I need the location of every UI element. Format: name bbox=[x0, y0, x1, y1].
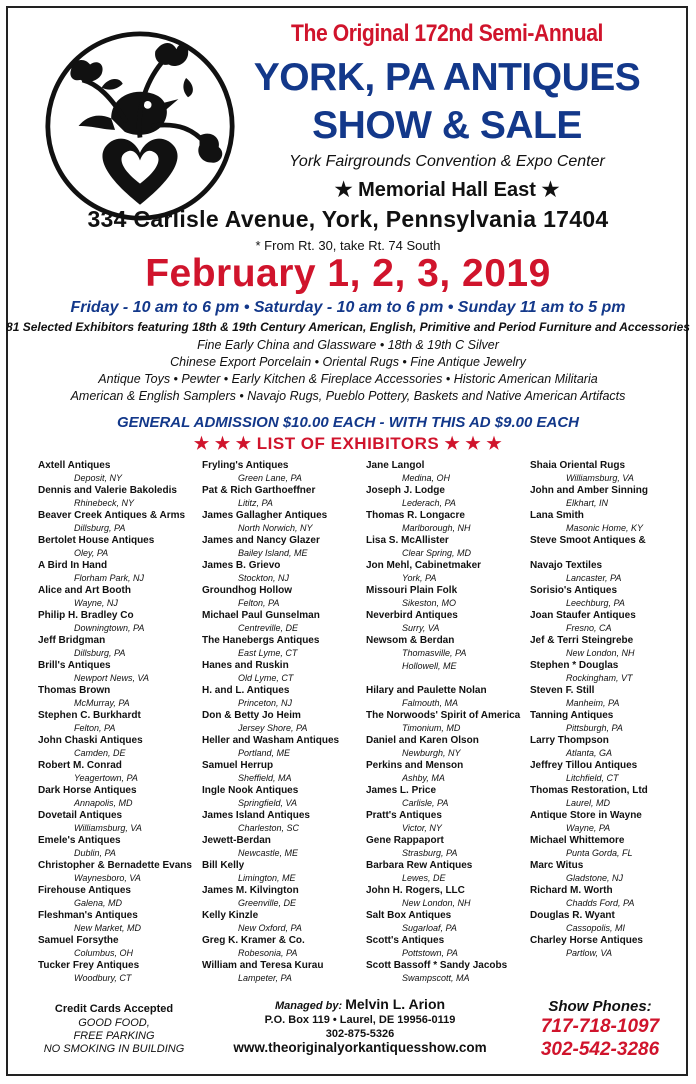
exhibitor-name: James and Nancy Glazer bbox=[202, 535, 320, 546]
exhibitor-item bbox=[530, 460, 696, 485]
exhibitor-name: Hanes and Ruskin bbox=[202, 660, 289, 671]
exhibitor-name: Lana Smith bbox=[530, 510, 584, 521]
exhibitor-name: James B. Grievo bbox=[202, 560, 281, 571]
exhibitor-location: New London, NH bbox=[566, 648, 635, 658]
exhibitor-location: Laurel, MD bbox=[566, 798, 611, 808]
description-line1: 81 Selected Exhibitors featuring 18th & 19th Century American, English, Primitive and Period Furniture and Accessories bbox=[6, 320, 690, 334]
exhibitor-name: Jane Langol bbox=[366, 460, 425, 471]
exhibitor-item bbox=[202, 835, 372, 860]
exhibitor-item bbox=[530, 835, 696, 860]
exhibitor-item bbox=[202, 510, 372, 535]
exhibitor-item bbox=[38, 685, 208, 710]
exhibitor-location: Punta Gorda, FL bbox=[566, 848, 633, 858]
show-phone-2: 302-542-3286 bbox=[540, 1039, 660, 1060]
exhibitor-location: Cassopolis, MI bbox=[566, 923, 626, 933]
show-hours: Friday - 10 am to 6 pm • Saturday - 10 am to 6 pm • Sunday 11 am to 5 pm bbox=[70, 299, 626, 316]
exhibitor-location: McMurray, PA bbox=[74, 698, 130, 708]
exhibitor-name: Beaver Creek Antiques & Arms bbox=[38, 510, 186, 521]
exhibitor-location: Downingtown, PA bbox=[74, 623, 145, 633]
exhibitor-location: Princeton, NJ bbox=[238, 698, 293, 708]
exhibitor-item bbox=[530, 560, 696, 585]
exhibitor-item bbox=[38, 585, 208, 610]
exhibitor-name: Marc Witus bbox=[530, 860, 584, 871]
exhibitor-location: Wayne, NJ bbox=[74, 598, 118, 608]
exhibitor-location: Felton, PA bbox=[238, 598, 280, 608]
exhibitor-name: Ingle Nook Antiques bbox=[202, 785, 299, 796]
exhibitor-name: Stephen * Douglas bbox=[530, 660, 619, 671]
exhibitor-location: Dublin, PA bbox=[74, 848, 116, 858]
exhibitor-item bbox=[202, 560, 372, 585]
exhibitor-name: Thomas R. Longacre bbox=[366, 510, 465, 521]
exhibitor-location: Jersey Shore, PA bbox=[238, 723, 308, 733]
exhibitor-name: Pratt's Antiques bbox=[366, 810, 442, 821]
exhibitor-item bbox=[202, 710, 372, 735]
exhibitor-location: Centreville, DE bbox=[238, 623, 299, 633]
exhibitor-item bbox=[366, 960, 536, 985]
exhibitor-item bbox=[38, 885, 208, 910]
exhibitor-location: Old Lyme, CT bbox=[238, 673, 294, 683]
exhibitor-location: Deposit, NY bbox=[74, 473, 123, 483]
exhibitor-name: Kelly Kinzle bbox=[202, 910, 259, 921]
exhibitor-item bbox=[366, 510, 536, 535]
exhibitor-location: Thomasville, PA bbox=[402, 648, 467, 658]
exhibitor-location: New Market, MD bbox=[74, 923, 142, 933]
exhibitor-location: Portland, ME bbox=[238, 748, 291, 758]
exhibitor-location: Clear Spring, MD bbox=[402, 548, 472, 558]
exhibitor-location: Manheim, PA bbox=[566, 698, 620, 708]
exhibitor-name: Larry Thompson bbox=[530, 735, 609, 746]
exhibitor-location: New Oxford, PA bbox=[238, 923, 302, 933]
exhibitor-location: Williamsburg, VA bbox=[566, 473, 634, 483]
exhibitor-item bbox=[366, 660, 536, 685]
exhibitor-name: Joseph J. Lodge bbox=[366, 485, 445, 496]
exhibitor-location: Masonic Home, KY bbox=[566, 523, 644, 533]
exhibitor-location: Lancaster, PA bbox=[566, 573, 622, 583]
exhibitor-name: Tucker Frey Antiques bbox=[38, 960, 140, 971]
exhibitor-item bbox=[38, 510, 208, 535]
exhibitor-name: A Bird In Hand bbox=[38, 560, 108, 571]
exhibitor-location: Williamsburg, VA bbox=[74, 823, 142, 833]
exhibitor-item bbox=[530, 760, 696, 785]
exhibitor-item bbox=[530, 610, 696, 635]
exhibitor-name: The Hanebergs Antiques bbox=[202, 635, 320, 646]
exhibitor-item bbox=[366, 460, 536, 485]
exhibitor-item bbox=[38, 660, 208, 685]
description-line2: Fine Early China and Glassware • 18th & 19th C Silver bbox=[197, 338, 499, 352]
exhibitor-name: Salt Box Antiques bbox=[366, 910, 452, 921]
exhibitor-location: Bailey Island, ME bbox=[238, 548, 308, 558]
cc-line1: GOOD FOOD, bbox=[78, 1017, 150, 1029]
exhibitor-location: Hollowell, ME bbox=[402, 661, 457, 671]
exhibitor-item bbox=[202, 660, 372, 685]
exhibitor-name: Brill's Antiques bbox=[38, 660, 111, 671]
exhibitor-item bbox=[202, 635, 372, 660]
venue: York Fairgrounds Convention & Expo Center bbox=[289, 153, 605, 170]
exhibitor-name: H. and L. Antiques bbox=[202, 685, 290, 696]
phones-label: Show Phones: bbox=[548, 998, 652, 1015]
exhibitor-item bbox=[366, 535, 536, 560]
exhibitor-name: Missouri Plain Folk bbox=[366, 585, 458, 596]
exhibitor-location: East Lyme, CT bbox=[238, 648, 298, 658]
exhibitor-location: Felton, PA bbox=[74, 723, 116, 733]
exhibitor-location: Charleston, SC bbox=[238, 823, 300, 833]
exhibitor-name: Emele's Antiques bbox=[38, 835, 121, 846]
exhibitor-name: Pat & Rich Garthoeffner bbox=[202, 485, 316, 496]
exhibitor-location: Annapolis, MD bbox=[74, 798, 133, 808]
exhibitor-name: John and Amber Sinning bbox=[530, 485, 648, 496]
exhibitor-location: Sugarloaf, PA bbox=[402, 923, 457, 933]
exhibitor-location: Falmouth, MA bbox=[402, 698, 459, 708]
exhibitor-location: Sikeston, MO bbox=[402, 598, 457, 608]
exhibitor-item bbox=[366, 635, 536, 660]
exhibitor-item bbox=[38, 560, 208, 585]
exhibitor-item bbox=[202, 785, 372, 810]
exhibitor-location: Lederach, PA bbox=[402, 498, 456, 508]
exhibitor-item bbox=[530, 910, 696, 935]
exhibitor-column-2 bbox=[202, 460, 372, 985]
exhibitor-name: Jeff Bridgman bbox=[38, 635, 106, 646]
exhibitor-name: Douglas R. Wyant bbox=[530, 910, 615, 921]
exhibitor-name: Jeffrey Tillou Antiques bbox=[530, 760, 638, 771]
exhibitor-name: John H. Rogers, LLC bbox=[366, 885, 465, 896]
exhibitor-location: Lewes, DE bbox=[402, 873, 446, 883]
exhibitor-location: Gladstone, NJ bbox=[566, 873, 624, 883]
exhibitor-name: Samuel Herrup bbox=[202, 760, 274, 771]
exhibitor-item bbox=[202, 935, 372, 960]
exhibitor-item bbox=[38, 910, 208, 935]
show-phones bbox=[520, 998, 680, 1061]
exhibitor-name: Dark Horse Antiques bbox=[38, 785, 137, 796]
exhibitor-item bbox=[530, 660, 696, 685]
exhibitor-item bbox=[366, 710, 536, 735]
exhibitor-name: Barbara Rew Antiques bbox=[366, 860, 473, 871]
exhibitor-location: Galena, MD bbox=[74, 898, 123, 908]
exhibitor-name: Bertolet House Antiques bbox=[38, 535, 155, 546]
exhibitor-location: Camden, DE bbox=[74, 748, 126, 758]
exhibitor-item bbox=[530, 510, 696, 535]
exhibitor-name: James Gallagher Antiques bbox=[202, 510, 328, 521]
exhibitor-item bbox=[202, 760, 372, 785]
exhibitor-name: The Norwoods' Spirit of America bbox=[366, 710, 521, 721]
exhibitor-name: Newsom & Berdan bbox=[366, 635, 455, 646]
exhibitor-item bbox=[38, 485, 208, 510]
description-line5: American & English Samplers • Navajo Rugs, Pueblo Pottery, Baskets and Native American Artifacts bbox=[70, 389, 626, 403]
exhibitor-item bbox=[38, 835, 208, 860]
exhibitor-item bbox=[530, 735, 696, 760]
exhibitor-location: Robesonia, PA bbox=[238, 948, 298, 958]
exhibitor-item bbox=[530, 785, 696, 810]
exhibitor-name: Lisa S. McAllister bbox=[366, 535, 449, 546]
exhibitor-name: Firehouse Antiques bbox=[38, 885, 131, 896]
exhibitor-item bbox=[202, 735, 372, 760]
exhibitor-name: Jef & Terri Steingrebe bbox=[530, 635, 634, 646]
exhibitor-name: Fleshman's Antiques bbox=[38, 910, 138, 921]
exhibitor-item bbox=[202, 610, 372, 635]
exhibitor-item bbox=[530, 635, 696, 660]
exhibitor-item bbox=[38, 935, 208, 960]
exhibitors-title: ★ ★ ★ LIST OF EXHIBITORS ★ ★ ★ bbox=[193, 434, 503, 453]
exhibitor-item bbox=[38, 810, 208, 835]
exhibitor-name: Fryling's Antiques bbox=[202, 460, 289, 471]
cc-line2: FREE PARKING bbox=[73, 1030, 155, 1042]
exhibitor-location: Litchfield, CT bbox=[566, 773, 619, 783]
exhibitor-item bbox=[202, 485, 372, 510]
exhibitor-name: Michael Paul Gunselman bbox=[202, 610, 320, 621]
admission: GENERAL ADMISSION $10.00 EACH - WITH THIS AD $9.00 EACH bbox=[116, 414, 580, 431]
exhibitor-name: Thomas Brown bbox=[38, 685, 111, 696]
exhibitor-name: Jon Mehl, Cabinetmaker bbox=[366, 560, 482, 571]
exhibitor-name: Samuel Forsythe bbox=[38, 935, 119, 946]
exhibitor-item bbox=[202, 960, 372, 985]
title-line3: SHOW & SALE bbox=[312, 104, 582, 147]
title-line1: The Original 172nd Semi-Annual bbox=[291, 20, 603, 47]
exhibitor-item bbox=[530, 535, 696, 560]
exhibitor-item bbox=[202, 910, 372, 935]
exhibitor-item bbox=[38, 960, 208, 985]
exhibitor-location: Green Lane, PA bbox=[238, 473, 302, 483]
exhibitor-name: Navajo Textiles bbox=[530, 560, 603, 571]
exhibitor-name: Steven F. Still bbox=[530, 685, 595, 696]
exhibitor-item bbox=[38, 710, 208, 735]
exhibitor-item bbox=[530, 885, 696, 910]
exhibitor-name: Thomas Restoration, Ltd bbox=[530, 785, 648, 796]
exhibitor-item bbox=[202, 535, 372, 560]
exhibitor-item bbox=[366, 685, 536, 710]
exhibitor-name: Tanning Antiques bbox=[530, 710, 614, 721]
exhibitor-name: Antique Store in Wayne bbox=[530, 810, 642, 821]
exhibitor-item bbox=[366, 610, 536, 635]
exhibitor-item bbox=[38, 735, 208, 760]
exhibitor-name: Neverbird Antiques bbox=[366, 610, 458, 621]
po-box: P.O. Box 119 • Laurel, DE 19956-0119 bbox=[264, 1014, 456, 1026]
exhibitor-name: Daniel and Karen Olson bbox=[366, 735, 479, 746]
exhibitor-name: Richard M. Worth bbox=[530, 885, 613, 896]
exhibitor-name: Perkins and Menson bbox=[366, 760, 464, 771]
exhibitor-location: Dillsburg, PA bbox=[74, 523, 126, 533]
exhibitor-location: Woodbury, CT bbox=[74, 973, 132, 983]
exhibitor-location: Elkhart, IN bbox=[566, 498, 609, 508]
exhibitor-name: Bill Kelly bbox=[202, 860, 245, 871]
exhibitor-location: Limington, ME bbox=[238, 873, 296, 883]
exhibitor-item bbox=[366, 910, 536, 935]
exhibitor-item bbox=[38, 610, 208, 635]
exhibitor-name: Hilary and Paulette Nolan bbox=[366, 685, 487, 696]
exhibitor-location: Wayne, PA bbox=[566, 823, 611, 833]
exhibitor-location: Atlanta, GA bbox=[566, 748, 613, 758]
exhibitor-item bbox=[366, 810, 536, 835]
managed-label: Managed by: bbox=[274, 1000, 343, 1012]
exhibitor-location: Ashby, MA bbox=[402, 773, 445, 783]
exhibitor-location: Strasburg, PA bbox=[402, 848, 458, 858]
exhibitor-location: Dillsburg, PA bbox=[74, 648, 126, 658]
exhibitor-name: Charley Horse Antiques bbox=[530, 935, 643, 946]
exhibitor-item bbox=[530, 935, 696, 960]
manager-name: Melvin L. Arion bbox=[345, 996, 446, 1012]
exhibitor-location: Surry, VA bbox=[402, 623, 440, 633]
exhibitor-name: Axtell Antiques bbox=[38, 460, 111, 471]
show-dates: February 1, 2, 3, 2019 bbox=[145, 252, 551, 295]
exhibitor-location: Greenville, DE bbox=[238, 898, 297, 908]
exhibitor-name: Scott's Antiques bbox=[366, 935, 445, 946]
website-link[interactable]: www.theoriginalyorkantiquesshow.com bbox=[233, 1040, 487, 1055]
exhibitor-item bbox=[366, 860, 536, 885]
exhibitor-name: Scott Bassoff * Sandy Jacobs bbox=[366, 960, 508, 971]
exhibitor-name: Don & Betty Jo Heim bbox=[202, 710, 301, 721]
exhibitor-name: Gene Rappaport bbox=[366, 835, 444, 846]
exhibitor-location: Columbus, OH bbox=[74, 948, 134, 958]
exhibitor-name: James L. Price bbox=[366, 785, 437, 796]
exhibitor-item bbox=[38, 535, 208, 560]
description-line4: Antique Toys • Pewter • Early Kitchen & Fireplace Accessories • Historic American Militaria bbox=[98, 372, 598, 386]
exhibitor-item bbox=[366, 835, 536, 860]
exhibitor-item bbox=[366, 885, 536, 910]
exhibitor-item bbox=[530, 810, 696, 835]
exhibitor-item bbox=[38, 460, 208, 485]
exhibitor-location: Sheffield, MA bbox=[238, 773, 292, 783]
exhibitor-location: Newport News, VA bbox=[74, 673, 150, 683]
exhibitor-location: Leechburg, PA bbox=[566, 598, 625, 608]
exhibitor-location: Waynesboro, VA bbox=[74, 873, 141, 883]
title-line2: YORK, PA ANTIQUES bbox=[253, 56, 641, 99]
exhibitor-item bbox=[202, 685, 372, 710]
exhibitor-item bbox=[366, 485, 536, 510]
exhibitor-location: Newcastle, ME bbox=[238, 848, 299, 858]
exhibitor-location: Florham Park, NJ bbox=[74, 573, 145, 583]
exhibitor-name: Christopher & Bernadette Evans bbox=[38, 860, 192, 871]
exhibitor-location: Oley, PA bbox=[74, 548, 109, 558]
exhibitor-name: Groundhog Hollow bbox=[202, 585, 292, 596]
hall: ★ Memorial Hall East ★ bbox=[334, 179, 560, 201]
exhibitor-location: Partlow, VA bbox=[566, 948, 613, 958]
exhibitor-location: Swampscott, MA bbox=[402, 973, 470, 983]
exhibitor-location: Springfield, VA bbox=[238, 798, 298, 808]
exhibitor-column-3 bbox=[366, 460, 536, 985]
manager-phone: 302-875-5326 bbox=[325, 1028, 395, 1040]
exhibitor-item bbox=[202, 810, 372, 835]
exhibitor-name: Steve Smoot Antiques & bbox=[530, 535, 646, 546]
exhibitor-location: Chadds Ford, PA bbox=[566, 898, 635, 908]
cc-line3: NO SMOKING IN BUILDING bbox=[43, 1043, 185, 1055]
exhibitor-location: Medina, OH bbox=[402, 473, 451, 483]
show-phone-1: 717-718-1097 bbox=[540, 1016, 660, 1037]
exhibitor-name: Sorisio's Antiques bbox=[530, 585, 618, 596]
exhibitor-name: Alice and Art Booth bbox=[38, 585, 131, 596]
exhibitor-location: Carlisle, PA bbox=[402, 798, 449, 808]
exhibitor-item bbox=[202, 460, 372, 485]
exhibitor-name: James Island Antiques bbox=[202, 810, 310, 821]
exhibitor-name: Dennis and Valerie Bakoledis bbox=[38, 485, 177, 496]
exhibitor-location: Newburgh, NY bbox=[402, 748, 461, 758]
exhibitor-item bbox=[366, 735, 536, 760]
management-info bbox=[205, 997, 515, 1055]
exhibitor-name: Jewett-Berdan bbox=[202, 835, 271, 846]
exhibitor-location: Lititz, PA bbox=[238, 498, 273, 508]
exhibitor-item bbox=[202, 860, 372, 885]
exhibitor-item bbox=[38, 760, 208, 785]
exhibitor-location: Lampeter, PA bbox=[238, 973, 292, 983]
exhibitor-item bbox=[366, 785, 536, 810]
exhibitor-location: North Norwich, NY bbox=[238, 523, 313, 533]
exhibitor-item bbox=[366, 760, 536, 785]
exhibitor-item bbox=[38, 785, 208, 810]
exhibitor-location: Stockton, NJ bbox=[238, 573, 290, 583]
exhibitor-item bbox=[366, 585, 536, 610]
exhibitor-location: Yeagertown, PA bbox=[74, 773, 138, 783]
exhibitor-column-4 bbox=[530, 460, 696, 960]
exhibitor-name: Michael Whittemore bbox=[530, 835, 625, 846]
exhibitor-name: William and Teresa Kurau bbox=[202, 960, 324, 971]
directions: * From Rt. 30, take Rt. 74 South bbox=[255, 238, 441, 253]
exhibitor-name: Greg K. Kramer & Co. bbox=[202, 935, 305, 946]
exhibitor-item bbox=[38, 860, 208, 885]
exhibitor-name: Philip H. Bradley Co bbox=[38, 610, 134, 621]
address: 334 Carlisle Avenue, York, Pennsylvania 17404 bbox=[87, 206, 609, 232]
exhibitor-location: New London, NH bbox=[402, 898, 471, 908]
exhibitor-column-1 bbox=[38, 460, 208, 985]
exhibitor-item bbox=[530, 685, 696, 710]
exhibitor-location: Marlborough, NH bbox=[402, 523, 471, 533]
exhibitor-name: Joan Staufer Antiques bbox=[530, 610, 636, 621]
exhibitor-item bbox=[38, 635, 208, 660]
exhibitor-name: John Chaski Antiques bbox=[38, 735, 143, 746]
exhibitor-location: Fresno, CA bbox=[566, 623, 612, 633]
exhibitor-item bbox=[366, 560, 536, 585]
exhibitor-location: York, PA bbox=[402, 573, 437, 583]
exhibitor-location: Pittsburgh, PA bbox=[566, 723, 623, 733]
exhibitor-location: Pottstown, PA bbox=[402, 948, 458, 958]
exhibitor-name: Shaia Oriental Rugs bbox=[530, 460, 626, 471]
exhibitor-item bbox=[202, 885, 372, 910]
exhibitor-location: Victor, NY bbox=[402, 823, 442, 833]
exhibitor-location: Rockingham, VT bbox=[566, 673, 633, 683]
exhibitor-name: Robert M. Conrad bbox=[38, 760, 122, 771]
exhibitor-item bbox=[530, 860, 696, 885]
exhibitor-item bbox=[530, 585, 696, 610]
tulip-heart-logo-icon bbox=[44, 30, 236, 222]
exhibitor-location: Rhinebeck, NY bbox=[74, 498, 135, 508]
exhibitor-name: James M. Kilvington bbox=[202, 885, 299, 896]
exhibitor-name: Stephen C. Burkhardt bbox=[38, 710, 141, 721]
credit-cards-note bbox=[24, 1003, 204, 1056]
description-line3: Chinese Export Porcelain • Oriental Rugs • Fine Antique Jewelry bbox=[170, 355, 526, 369]
exhibitor-item bbox=[530, 485, 696, 510]
cc-title: Credit Cards Accepted bbox=[54, 1003, 174, 1015]
exhibitor-item bbox=[202, 585, 372, 610]
exhibitor-name: Heller and Washam Antiques bbox=[202, 735, 340, 746]
exhibitor-item bbox=[366, 935, 536, 960]
exhibitor-item bbox=[530, 710, 696, 735]
exhibitor-location: Timonium, MD bbox=[402, 723, 461, 733]
exhibitor-name: Dovetail Antiques bbox=[38, 810, 123, 821]
